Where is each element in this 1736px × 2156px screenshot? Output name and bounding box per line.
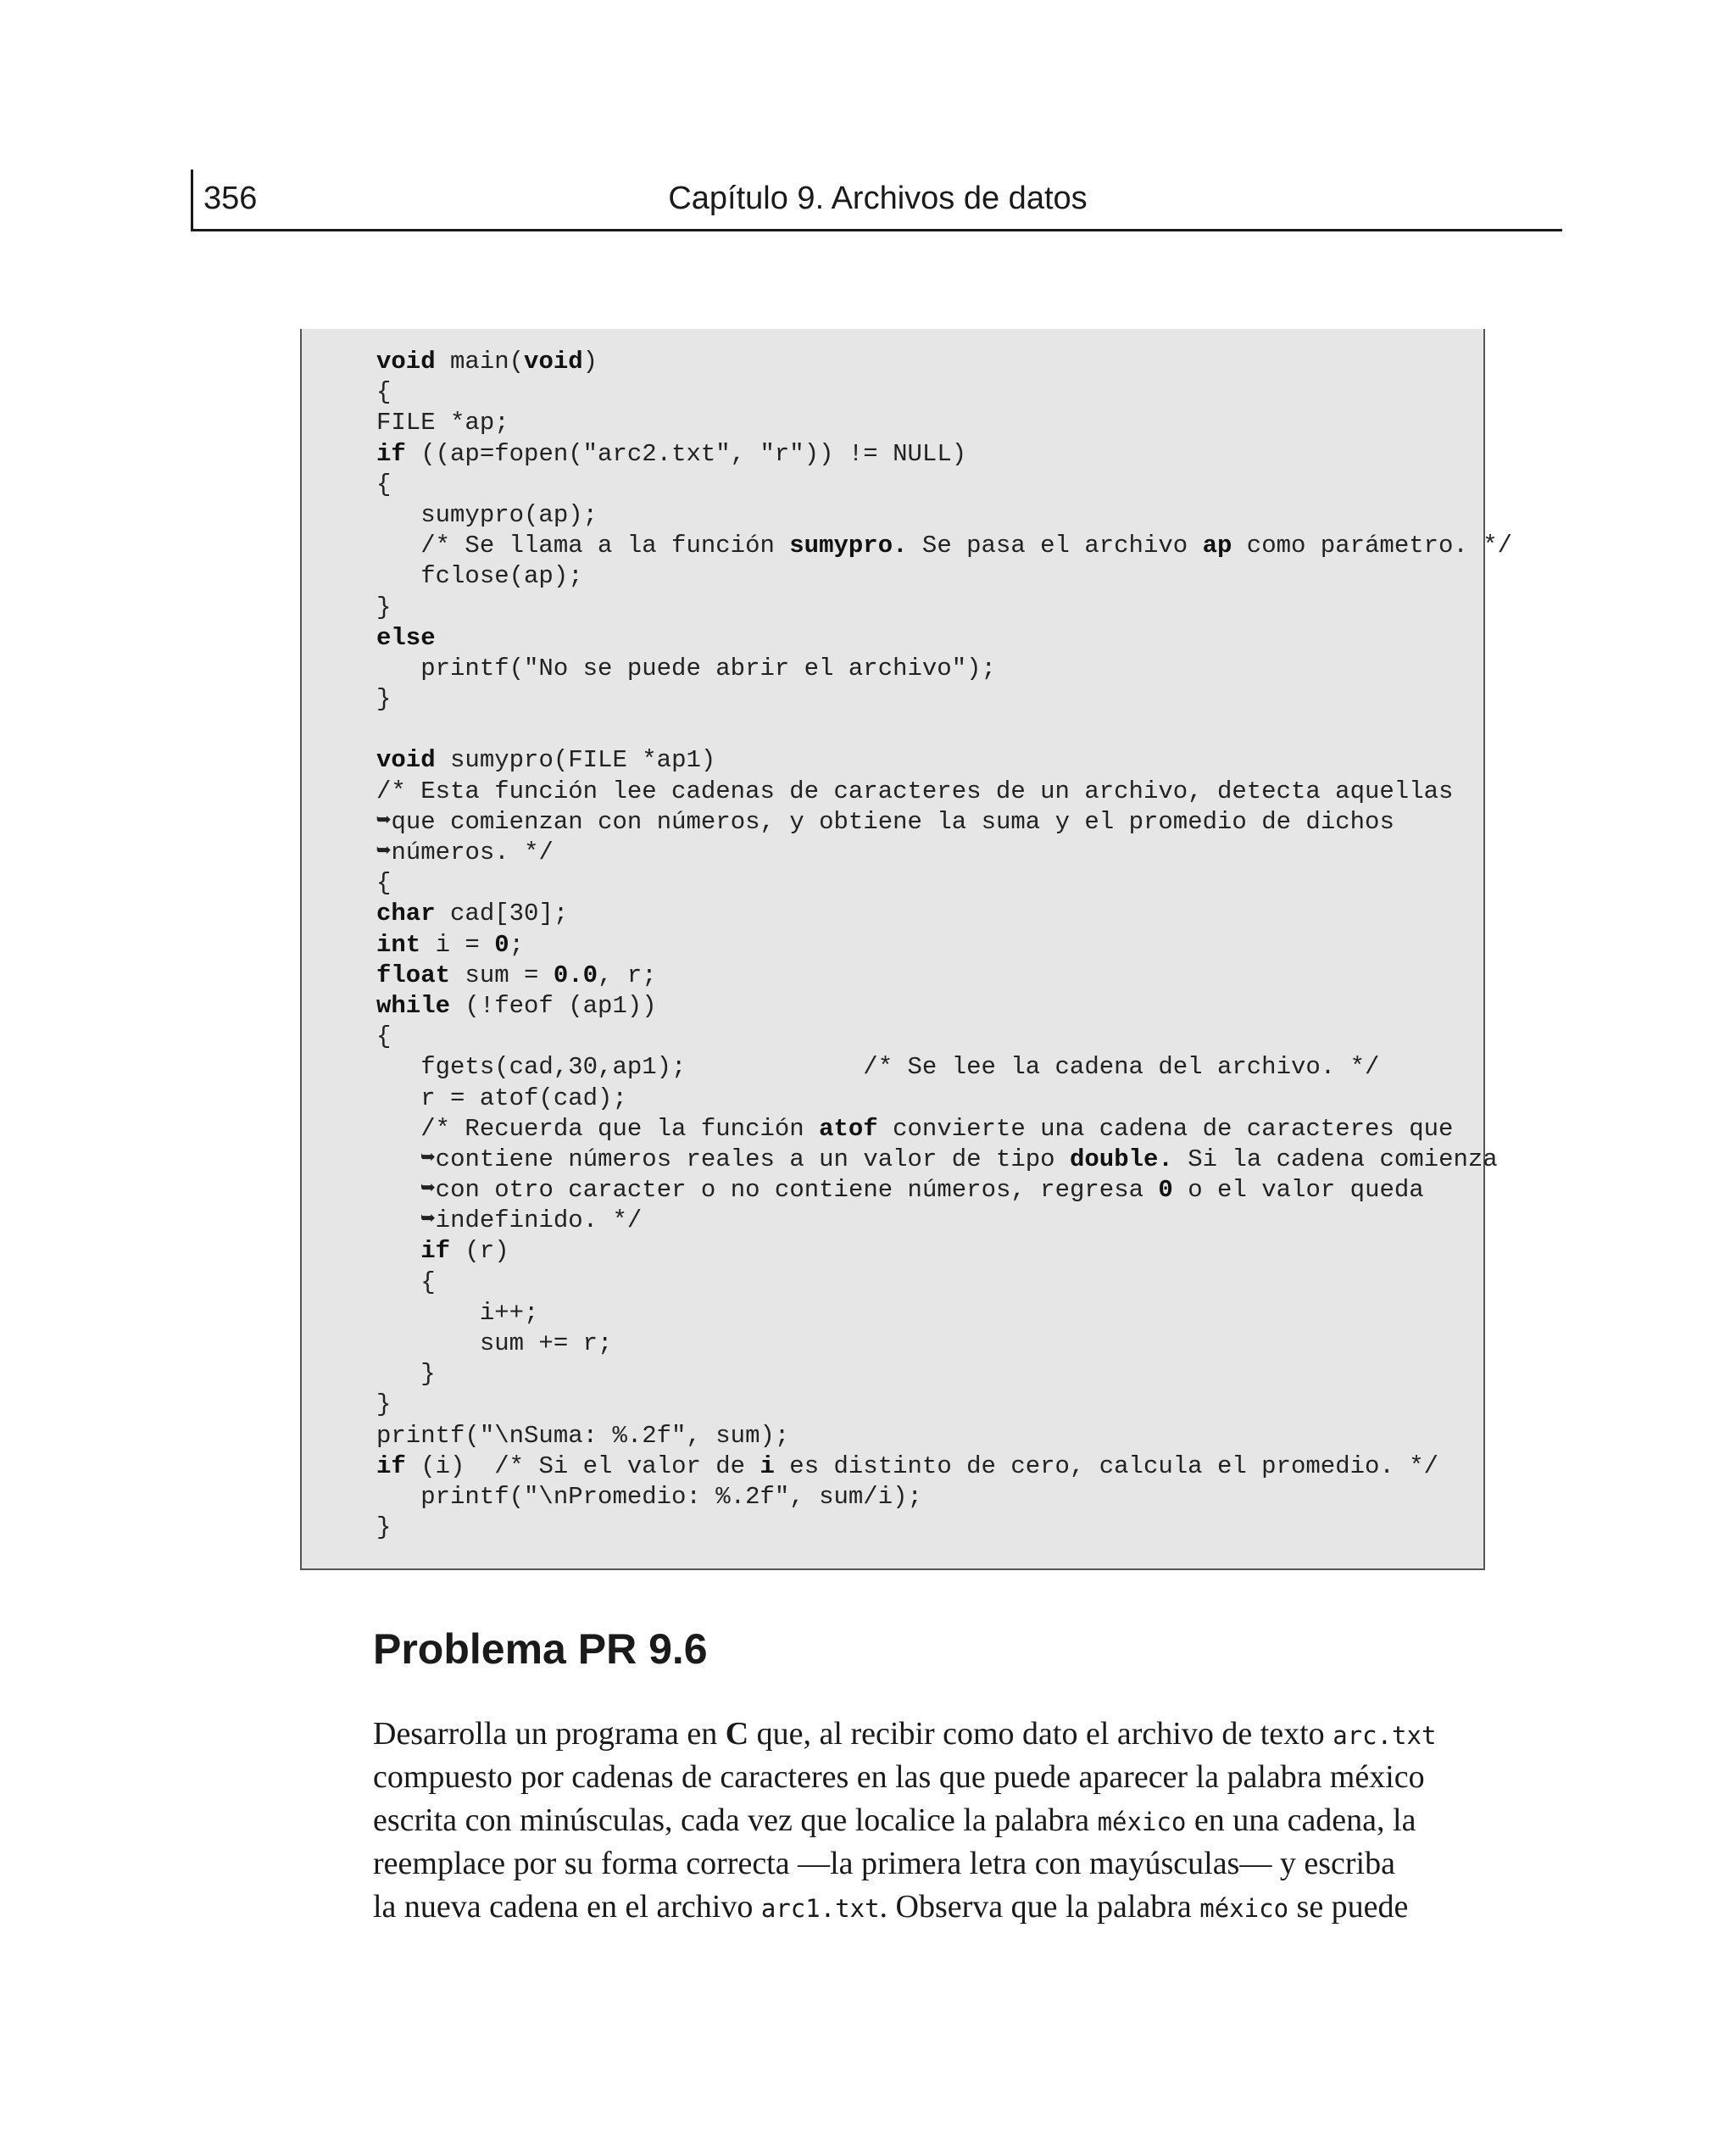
code-keyword: void: [376, 746, 436, 775]
code-keyword: else: [376, 623, 436, 652]
code-line: [376, 1022, 1512, 1052]
code-text: {: [376, 470, 392, 499]
code-text: ➥con otro caracter o no contiene números, regresa: [376, 1176, 1159, 1205]
paragraph-line: [373, 1713, 1492, 1756]
page-header: [191, 170, 1562, 231]
code-line: [376, 1145, 1512, 1175]
bold-text: C: [725, 1716, 749, 1752]
code-text: i++;: [376, 1298, 539, 1327]
code-line: [376, 1175, 1512, 1206]
code-keyword: int: [376, 930, 421, 959]
paragraph-line: [373, 1886, 1492, 1929]
code-text: Si la cadena comienza: [1172, 1145, 1498, 1173]
code-line: [376, 439, 1512, 470]
code-line: [376, 1236, 1512, 1267]
code-line: [376, 1359, 1512, 1390]
code-line: [376, 500, 1512, 531]
code-text: }: [376, 685, 392, 714]
code-text: convierte una cadena de caracteres que: [877, 1114, 1454, 1143]
code-line: [376, 1267, 1512, 1298]
code-text: {: [376, 1022, 392, 1051]
code-keyword: while: [376, 991, 451, 1020]
code-text: }: [376, 1390, 392, 1419]
paragraph-text: en una cadena, la: [1186, 1802, 1416, 1838]
inline-code: arc.txt: [1333, 1721, 1437, 1750]
code-keyword: if: [376, 439, 406, 468]
code-line: [376, 531, 1512, 561]
code-line: [376, 745, 1512, 776]
code-keyword: void: [376, 348, 436, 376]
paragraph-text: Desarrolla un programa en: [373, 1716, 726, 1752]
code-line: [376, 868, 1512, 899]
code-text: /* Esta función lee cadenas de caracteres de un archivo, detecta aquellas: [376, 777, 1454, 805]
code-text: sumypro(ap);: [376, 500, 598, 529]
code-text: }: [376, 593, 392, 621]
code-keyword: ap: [1202, 532, 1232, 560]
code-text: Se pasa el archivo: [907, 532, 1203, 560]
code-keyword: if: [420, 1237, 451, 1266]
code-listing: [376, 347, 1512, 1543]
code-text: i =: [420, 930, 495, 959]
paragraph-text: la nueva cadena en el archivo: [373, 1889, 761, 1925]
code-line: [376, 1329, 1512, 1359]
code-line: [376, 1451, 1512, 1482]
code-text: r = atof(cad);: [376, 1084, 627, 1112]
paragraph-line: [373, 1842, 1492, 1886]
code-line: [376, 377, 1512, 408]
code-text: sum =: [450, 961, 554, 989]
paragraph-text: que, al recibir como dato el archivo de texto: [748, 1716, 1333, 1752]
code-text: ): [582, 348, 598, 376]
code-text: printf("No se puede abrir el archivo");: [376, 654, 996, 682]
code-line: [376, 1513, 1512, 1543]
code-text: printf("\nPromedio: %.2f", sum/i);: [376, 1482, 922, 1511]
code-text: {: [376, 869, 392, 898]
code-text: fclose(ap);: [376, 562, 583, 591]
code-text: cad[30];: [435, 900, 569, 928]
code-text: ;: [509, 930, 525, 959]
code-text: main(: [435, 348, 525, 376]
code-keyword: i: [760, 1451, 775, 1480]
code-text: /* Recuerda que la función: [376, 1114, 820, 1143]
code-text: sum += r;: [376, 1329, 613, 1357]
code-line: [376, 1390, 1512, 1420]
code-keyword: if: [376, 1451, 406, 1480]
code-text: (r): [450, 1237, 509, 1266]
code-line: [376, 1084, 1512, 1114]
code-line: [376, 408, 1512, 438]
code-text: , r;: [598, 961, 657, 989]
code-line: [376, 777, 1512, 807]
code-text: ➥indefinido. */: [376, 1206, 643, 1235]
code-line: [376, 838, 1512, 868]
code-text: [376, 1237, 420, 1265]
code-text: o el valor queda: [1172, 1176, 1424, 1205]
code-text: fgets(cad,30,ap1); /* Se lee la cadena del archivo. */: [376, 1053, 1380, 1082]
problem-title: Problema PR 9.6: [373, 1625, 708, 1673]
code-line: [376, 961, 1512, 991]
code-keyword: 0: [494, 930, 509, 959]
inline-code: méxico: [1199, 1894, 1289, 1923]
code-line: [376, 1482, 1512, 1513]
code-keyword: double.: [1070, 1145, 1173, 1173]
code-line: [376, 593, 1512, 623]
code-text: ➥contiene números reales a un valor de tipo: [376, 1145, 1070, 1173]
code-line: [376, 684, 1512, 715]
code-line: [376, 470, 1512, 500]
code-text: (i) /* Si el valor de: [405, 1451, 760, 1480]
code-text: FILE *ap;: [376, 409, 509, 437]
code-line: [376, 1298, 1512, 1329]
code-line: [376, 991, 1512, 1022]
inline-code: arc1.txt: [760, 1894, 880, 1923]
code-keyword: float: [376, 961, 451, 989]
code-line: [376, 347, 1512, 377]
code-text: /* Se llama a la función: [376, 532, 790, 560]
code-text: ((ap=fopen("arc2.txt", "r")) != NULL): [405, 439, 967, 468]
code-text: ➥que comienzan con números, y obtiene la suma y el promedio de dichos: [376, 807, 1394, 836]
code-line: [376, 1421, 1512, 1451]
paragraph-line: [373, 1799, 1492, 1842]
code-text: {: [376, 378, 392, 407]
code-line: [376, 623, 1512, 654]
code-line: [376, 1206, 1512, 1236]
code-line: [376, 899, 1512, 929]
code-text: sumypro(FILE *ap1): [435, 746, 716, 775]
code-text: (!feof (ap1)): [450, 991, 657, 1020]
code-text: }: [376, 1360, 436, 1389]
code-text: es distinto de cero, calcula el promedio. */: [774, 1451, 1439, 1480]
inline-code: méxico: [1097, 1808, 1187, 1836]
code-line: [376, 1052, 1512, 1083]
code-line: [376, 654, 1512, 684]
code-line: [376, 930, 1512, 961]
chapter-title: Capítulo 9. Archivos de datos: [668, 181, 1088, 216]
problem-statement: [373, 1713, 1492, 1929]
code-line: [376, 807, 1512, 838]
code-line: [376, 715, 1512, 745]
paragraph-text: reemplace por su forma correcta —la primera letra con mayúsculas— y escriba: [373, 1846, 1395, 1881]
code-text: printf("\nSuma: %.2f", sum);: [376, 1421, 790, 1450]
code-line: [376, 1114, 1512, 1145]
paragraph-text: compuesto por cadenas de caracteres en las que puede aparecer la palabra méxico: [373, 1759, 1425, 1795]
code-keyword: char: [376, 900, 436, 928]
code-keyword: 0: [1158, 1176, 1173, 1205]
code-text: }: [376, 1513, 392, 1542]
code-text: {: [376, 1267, 436, 1296]
code-line: [376, 561, 1512, 592]
paragraph-line: [373, 1756, 1492, 1799]
code-keyword: void: [524, 348, 583, 376]
code-keyword: sumypro.: [789, 532, 908, 560]
code-keyword: atof: [819, 1114, 878, 1143]
paragraph-text: escrita con minúsculas, cada vez que localice la palabra: [373, 1802, 1098, 1838]
code-listing-box: [300, 329, 1513, 1570]
paragraph-text: se puede: [1288, 1889, 1409, 1925]
paragraph-text: . Observa que la palabra: [879, 1889, 1200, 1925]
page-number: 356: [203, 181, 258, 216]
code-keyword: 0.0: [553, 961, 598, 989]
code-text: como parámetro. */: [1232, 532, 1513, 560]
code-text: ➥números. */: [376, 838, 554, 866]
